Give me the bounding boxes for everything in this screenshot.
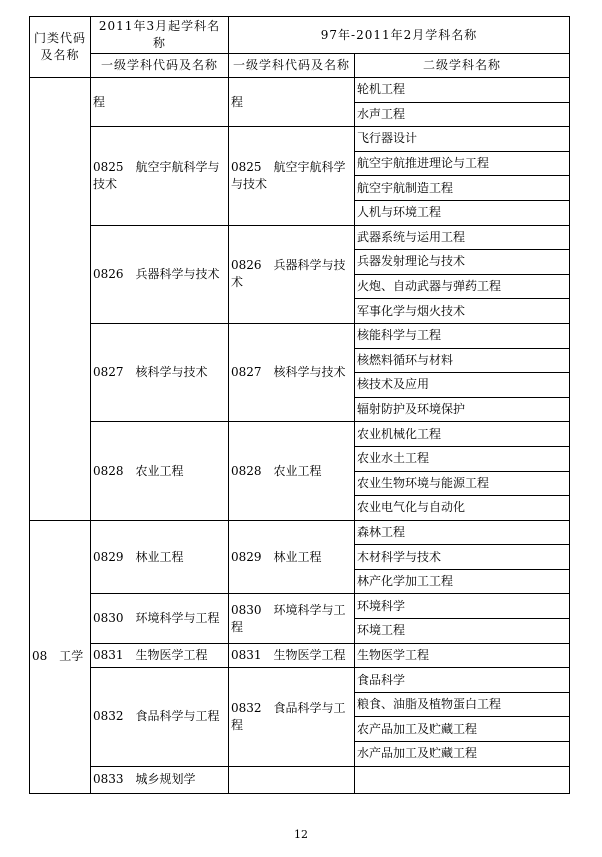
second-level-cell: 农业机械化工程 [355, 422, 570, 447]
second-level-cell: 核能科学与工程 [355, 323, 570, 348]
second-level-cell: 木材科学与技术 [355, 545, 570, 570]
first-level-new-cell: 0830 环境科学与工程 [91, 594, 229, 643]
second-level-cell: 环境科学 [355, 594, 570, 619]
header-new-cell: 2011年3月起学科名称 [91, 17, 229, 54]
second-level-cell: 航空宇航制造工程 [355, 176, 570, 201]
second-level-cell: 兵器发射理论与技术 [355, 250, 570, 275]
first-level-old-cell: 0832 食品科学与工程 [229, 668, 355, 766]
second-level-cell: 林产化学加工工程 [355, 569, 570, 594]
second-level-cell: 农业水土工程 [355, 446, 570, 471]
first-level-new-cell: 0826 兵器科学与技术 [91, 225, 229, 323]
second-level-cell: 武器系统与运用工程 [355, 225, 570, 250]
header-second-level-cell: 二级学科名称 [355, 54, 570, 78]
second-level-cell: 火炮、自动武器与弹药工程 [355, 274, 570, 299]
header-row-2 [30, 54, 570, 78]
second-level-cell: 军事化学与烟火技术 [355, 299, 570, 324]
second-level-cell: 森林工程 [355, 520, 570, 545]
second-level-cell: 农业生物环境与能源工程 [355, 471, 570, 496]
first-level-new-cell: 0832 食品科学与工程 [91, 668, 229, 766]
second-level-cell: 航空宇航推进理论与工程 [355, 151, 570, 176]
first-level-new-cell: 程 [91, 78, 229, 127]
first-level-new-cell: 0825 航空宇航科学与技术 [91, 127, 229, 225]
table-row [30, 668, 570, 693]
table-row [30, 127, 570, 152]
header-row-1 [30, 17, 570, 54]
table-row [30, 78, 570, 103]
page-number: 12 [294, 828, 308, 841]
table-row [30, 594, 570, 619]
second-level-cell: 粮食、油脂及植物蛋白工程 [355, 692, 570, 717]
header-first-level-old-cell: 一级学科代码及名称 [229, 54, 355, 78]
table-row [30, 520, 570, 545]
second-level-cell: 食品科学 [355, 668, 570, 693]
table-row [30, 225, 570, 250]
table-row [30, 323, 570, 348]
first-level-old-cell: 程 [229, 78, 355, 127]
first-level-old-cell: 0828 农业工程 [229, 422, 355, 520]
second-level-cell: 人机与环境工程 [355, 200, 570, 225]
first-level-new-cell: 0833 城乡规划学 [91, 766, 229, 793]
header-first-level-new-cell: 一级学科代码及名称 [91, 54, 229, 78]
first-level-old-cell: 0831 生物医学工程 [229, 643, 355, 668]
first-level-old-cell: 0826 兵器科学与技术 [229, 225, 355, 323]
first-level-old-cell: 0830 环境科学与工程 [229, 594, 355, 643]
first-level-old-cell [229, 766, 355, 793]
discipline-table [29, 16, 570, 794]
header-old-cell: 97年-2011年2月学科名称 [229, 17, 570, 54]
first-level-old-cell: 0827 核科学与技术 [229, 323, 355, 421]
second-level-cell: 水声工程 [355, 102, 570, 127]
category-cell-continued [30, 78, 91, 521]
table-body [30, 17, 570, 794]
second-level-cell: 水产品加工及贮藏工程 [355, 742, 570, 767]
second-level-cell: 核燃料循环与材料 [355, 348, 570, 373]
table-row [30, 643, 570, 668]
first-level-new-cell: 0828 农业工程 [91, 422, 229, 520]
second-level-cell: 轮机工程 [355, 78, 570, 103]
second-level-cell: 生物医学工程 [355, 643, 570, 668]
first-level-new-cell: 0827 核科学与技术 [91, 323, 229, 421]
second-level-cell: 环境工程 [355, 619, 570, 644]
first-level-old-cell: 0825 航空宇航科学与技术 [229, 127, 355, 225]
header-category-cell: 门类代码及名称 [30, 17, 91, 78]
first-level-new-cell: 0831 生物医学工程 [91, 643, 229, 668]
first-level-new-cell: 0829 林业工程 [91, 520, 229, 594]
second-level-cell: 农产品加工及贮藏工程 [355, 717, 570, 742]
table-row [30, 766, 570, 793]
second-level-cell: 核技术及应用 [355, 373, 570, 398]
category-cell: 08 工学 [30, 520, 91, 793]
second-level-cell: 农业电气化与自动化 [355, 496, 570, 521]
second-level-cell: 辐射防护及环境保护 [355, 397, 570, 422]
first-level-old-cell: 0829 林业工程 [229, 520, 355, 594]
second-level-cell [355, 766, 570, 793]
table-row [30, 422, 570, 447]
second-level-cell: 飞行器设计 [355, 127, 570, 152]
